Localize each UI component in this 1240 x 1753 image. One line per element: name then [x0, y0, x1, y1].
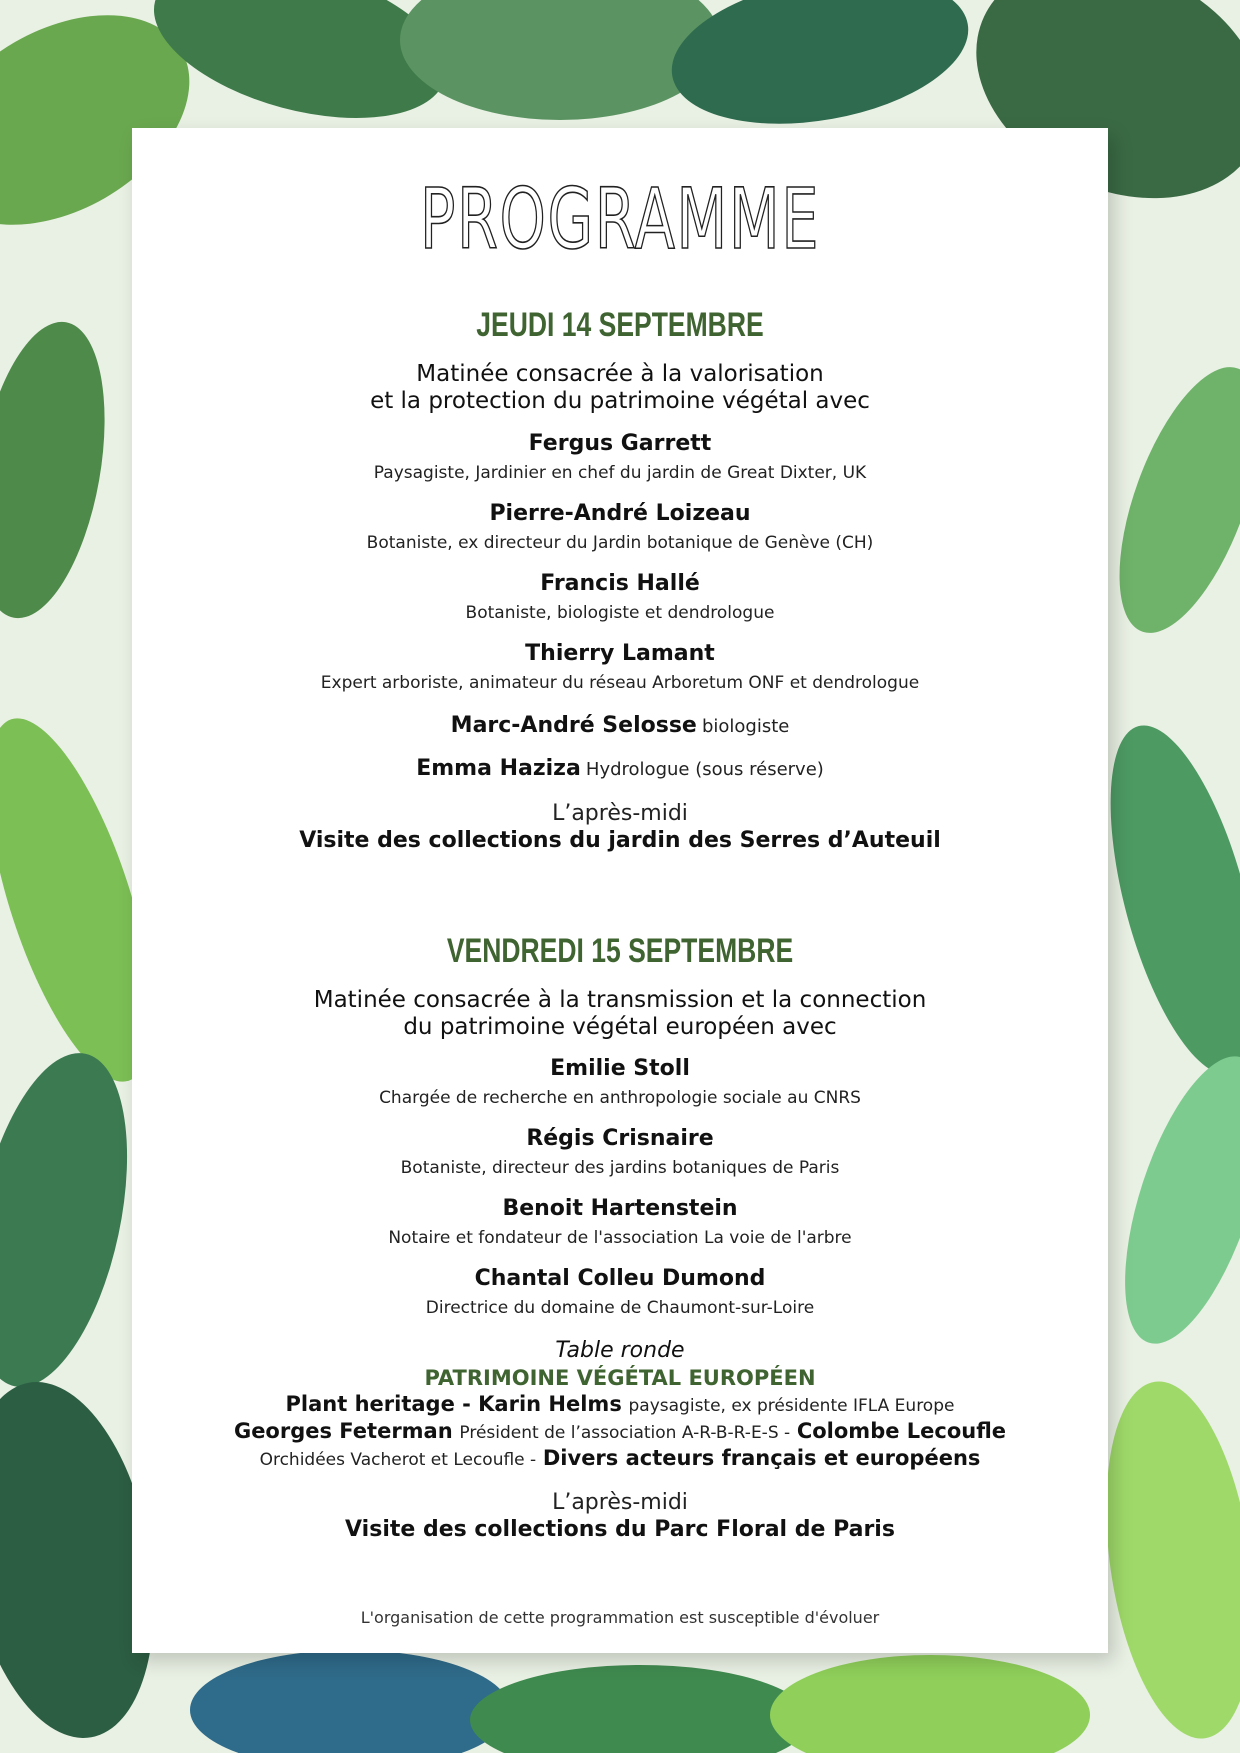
speaker-role: biologiste	[701, 716, 790, 737]
day2-intro-line1: Matinée consacrée à la transmission et la connection	[313, 987, 927, 1013]
speaker-name: Régis Crisnaire	[526, 1126, 714, 1151]
round-table-subtitle: PATRIMOINE VÉGÉTAL EUROPÉEN	[424, 1366, 816, 1390]
speaker-role: Botaniste, biologiste et dendrologue	[465, 603, 775, 623]
afternoon-label: L’après-midi	[552, 801, 688, 826]
round-table-label: Table ronde	[555, 1338, 685, 1363]
inline-speaker	[132, 756, 1108, 781]
afternoon-visit: Visite des collections du Parc Floral de Paris	[345, 1517, 895, 1542]
speaker-role: Botaniste, ex directeur du Jardin botanique de Genève (CH)	[366, 533, 874, 553]
speaker-role: Directrice du domaine de Chaumont-sur-Loire	[425, 1298, 815, 1318]
day1-intro-line1: Matinée consacrée à la valorisation	[416, 361, 824, 387]
round-table-line-2	[132, 1419, 1108, 1443]
participant-role: Orchidées Vacherot et Lecoufle -	[259, 1450, 537, 1470]
speaker-name: Benoit Hartenstein	[502, 1196, 738, 1221]
speaker-name: Emma Haziza	[416, 756, 581, 781]
speaker-role: Botaniste, directeur des jardins botaniques de Paris	[400, 1158, 840, 1178]
afternoon-label: L’après-midi	[552, 1490, 688, 1515]
participant-name: Colombe Lecoufle	[796, 1419, 1007, 1443]
participant-role: paysagiste, ex présidente IFLA Europe	[628, 1396, 955, 1416]
round-table-line-3	[132, 1446, 1108, 1470]
speaker-name: Francis Hallé	[540, 571, 700, 596]
participant-name: Plant heritage - Karin Helms	[285, 1392, 622, 1416]
round-table-line-1	[132, 1392, 1108, 1416]
speaker-role: Paysagiste, Jardinier en chef du jardin de Great Dixter, UK	[373, 463, 867, 483]
participant-name: Divers acteurs français et européens	[542, 1446, 981, 1470]
day2-intro-line2: du patrimoine végétal européen avec	[403, 1014, 837, 1040]
participant-name: Georges Feterman	[233, 1419, 453, 1443]
speaker-name: Fergus Garrett	[528, 431, 712, 456]
speaker-role: Expert arboriste, animateur du réseau Arboretum ONF et dendrologue	[320, 673, 920, 693]
day-title-1: JEUDI 14 SEPTEMBRE	[476, 306, 764, 344]
speaker-name: Marc-André Selosse	[450, 713, 697, 738]
speaker-name: Chantal Colleu Dumond	[474, 1266, 766, 1291]
afternoon-visit: Visite des collections du jardin des Serres d’Auteuil	[299, 828, 941, 853]
day1-intro-line2: et la protection du patrimoine végétal avec	[370, 388, 870, 414]
programme-card	[132, 128, 1108, 1653]
speaker-name: Pierre-André Loizeau	[489, 501, 751, 526]
participant-role: Président de l’association A-R-B-R-E-S -	[459, 1423, 791, 1443]
speaker-name: Emilie Stoll	[550, 1056, 690, 1081]
speaker-role: Notaire et fondateur de l'association La voie de l'arbre	[388, 1228, 852, 1248]
speaker-role: Hydrologue (sous réserve)	[585, 759, 824, 780]
day-title-2: VENDREDI 15 SEPTEMBRE	[446, 932, 794, 970]
speaker-role: Chargée de recherche en anthropologie sociale au CNRS	[379, 1088, 861, 1108]
footer-note: L'organisation de cette programmation est susceptible d'évoluer	[360, 1608, 880, 1627]
inline-speaker	[132, 713, 1108, 738]
speaker-name: Thierry Lamant	[525, 641, 715, 666]
page-title: PROGRAMME	[419, 170, 821, 268]
